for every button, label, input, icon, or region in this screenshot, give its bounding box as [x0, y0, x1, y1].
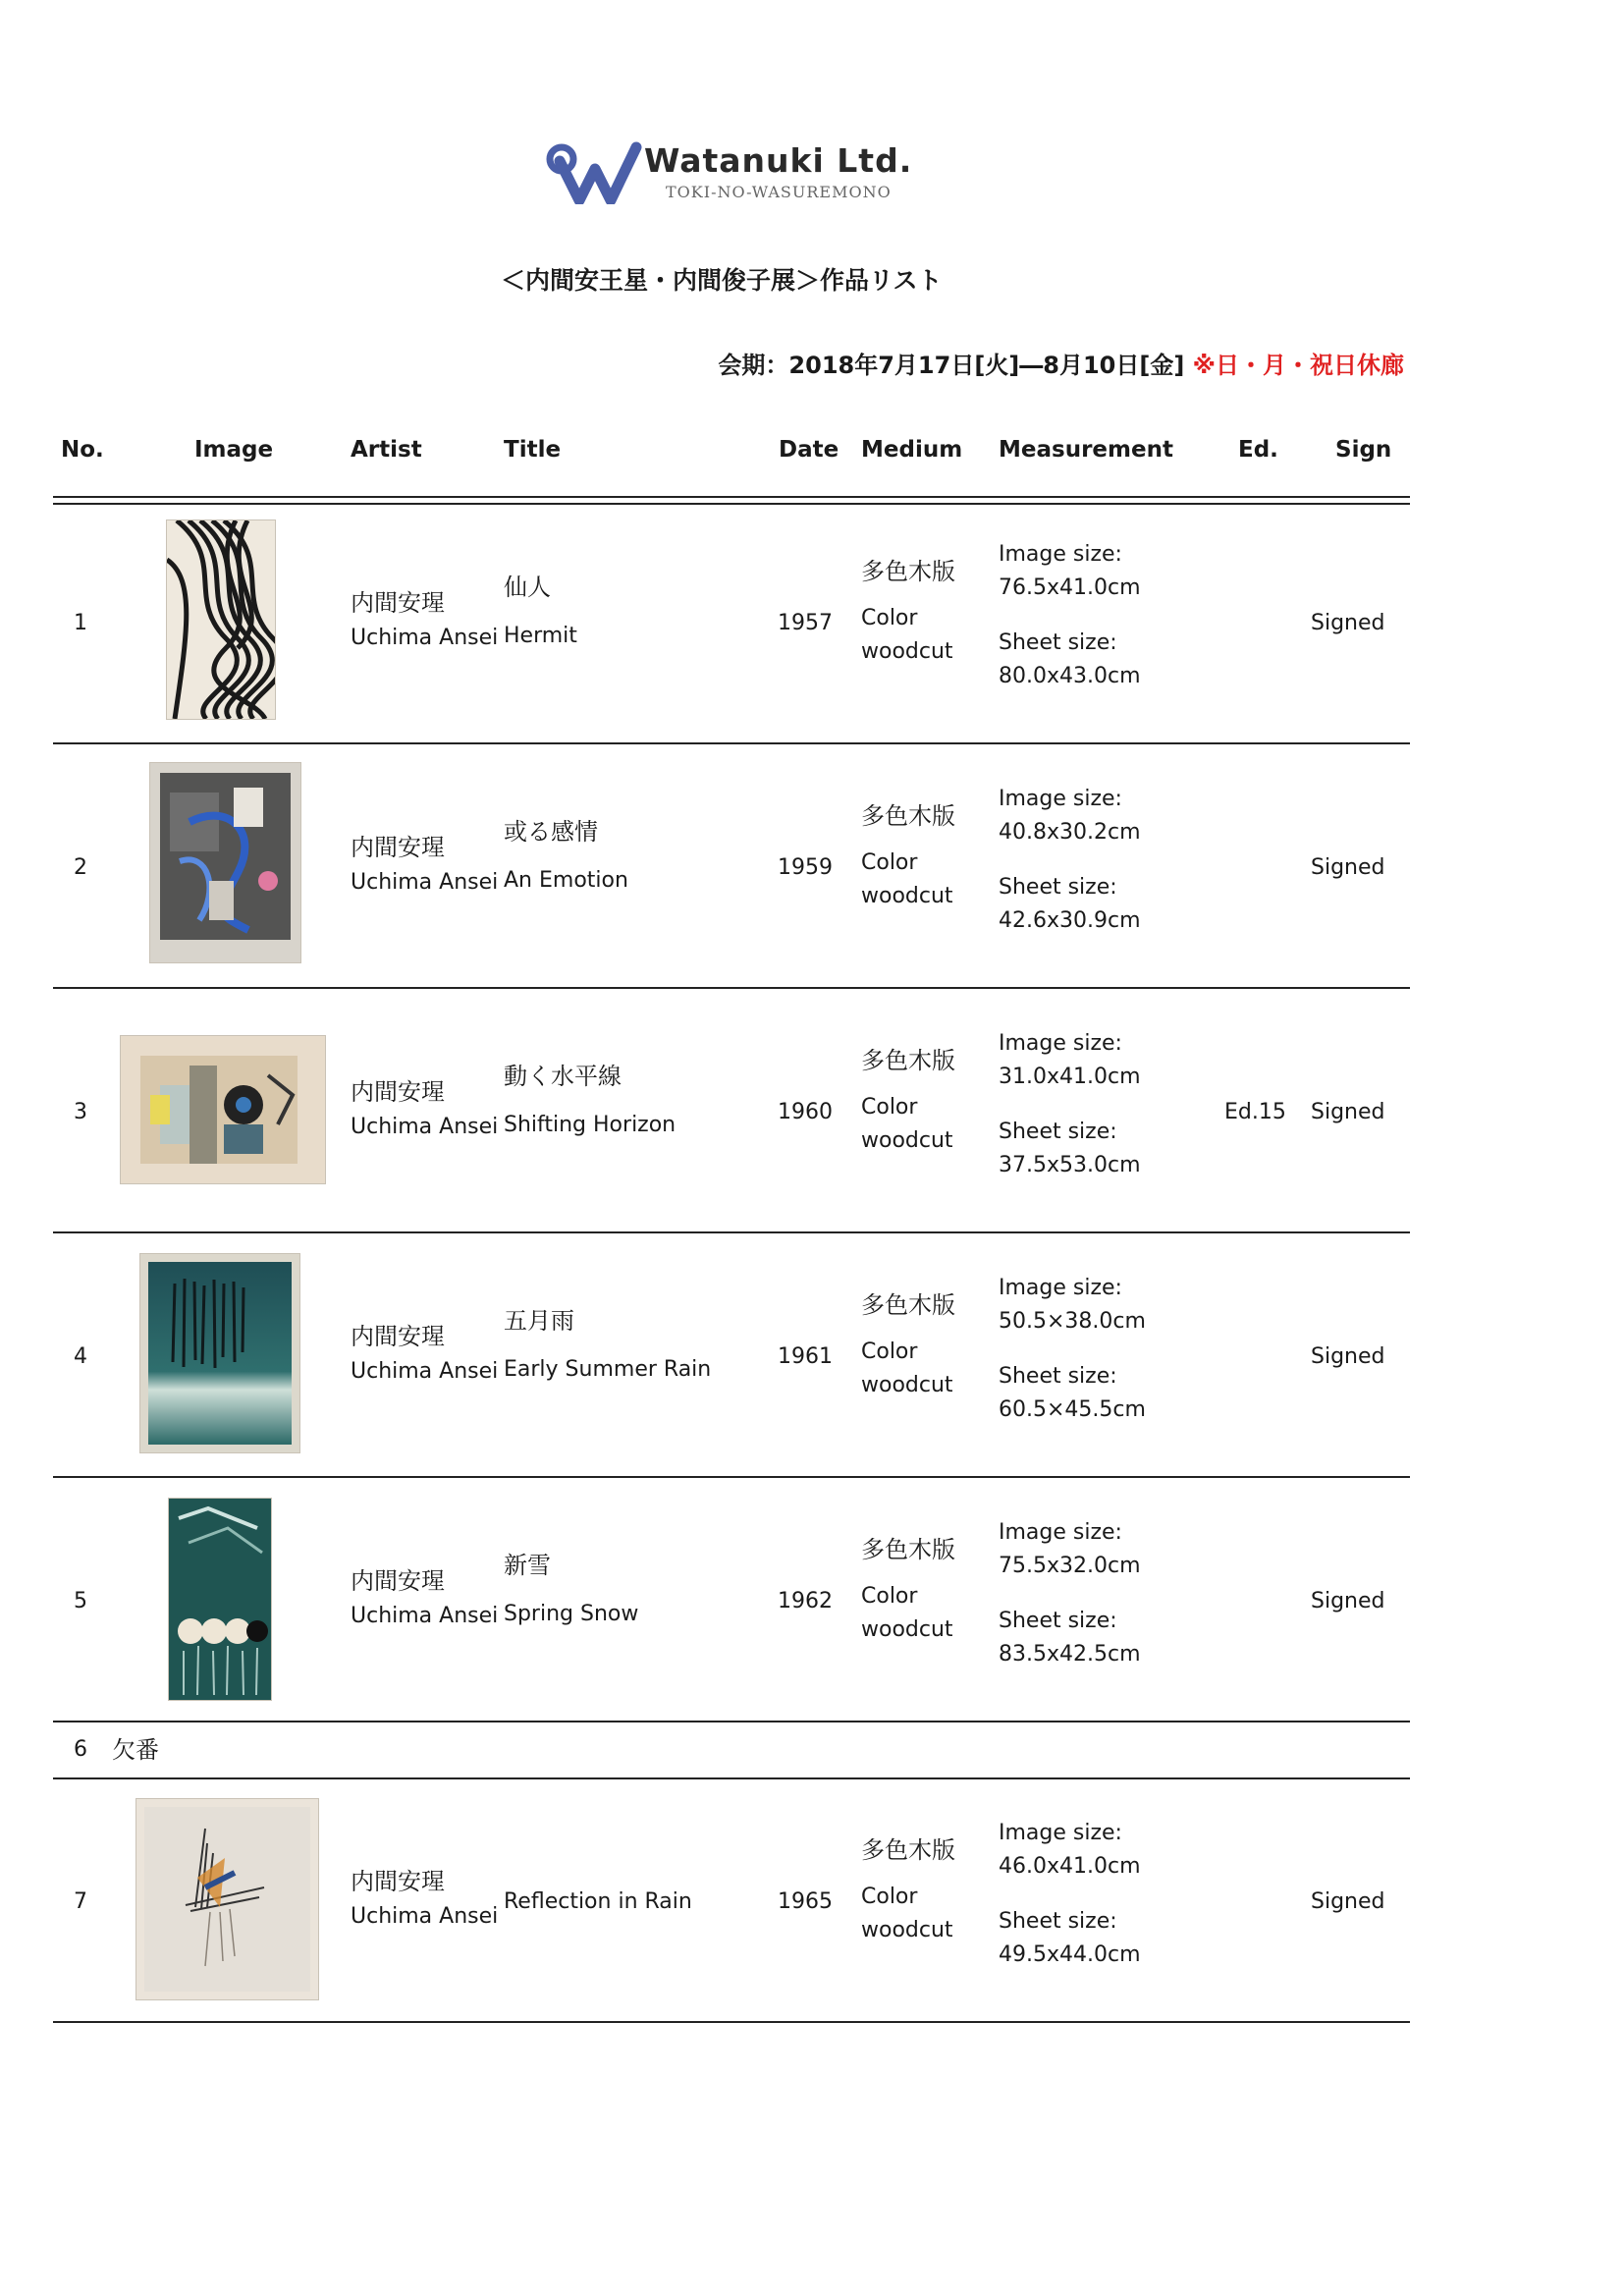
watanuki-logo-mark-icon — [546, 141, 642, 204]
title-ja: 五月雨 — [504, 1307, 574, 1335]
medium-ja: 多色木版 — [861, 1536, 955, 1563]
sheet-size-label: Sheet size: — [999, 875, 1117, 901]
medium-cell — [861, 1287, 955, 1402]
medium-en-1: Color — [861, 1339, 918, 1365]
date: 1965 — [778, 1889, 833, 1914]
measurement-cell — [999, 1817, 1141, 1972]
sheet-size: 80.0x43.0cm — [999, 664, 1141, 689]
sheet-size-label: Sheet size: — [999, 1364, 1117, 1390]
sheet-size-label: Sheet size: — [999, 1609, 1117, 1634]
artist-cell — [351, 830, 498, 900]
row-number: 4 — [74, 1344, 87, 1369]
title-en: Early Summer Rain — [504, 1357, 712, 1383]
measurement-cell — [999, 1027, 1141, 1182]
sheet-size: 42.6x30.9cm — [999, 908, 1141, 934]
artist-name-en: Uchima Ansei — [351, 1115, 499, 1140]
artist-name-ja: 内間安瑆 — [351, 1078, 445, 1106]
measurement-cell — [999, 783, 1141, 938]
header-artist: Artist — [351, 437, 422, 463]
row-divider — [53, 1476, 1410, 1478]
header-divider — [53, 496, 1410, 505]
image-size-label: Image size: — [999, 1031, 1122, 1056]
artwork-thumbnail — [136, 1799, 318, 1999]
image-size: 40.8x30.2cm — [999, 820, 1141, 846]
image-size-label: Image size: — [999, 787, 1122, 811]
image-size: 76.5x41.0cm — [999, 575, 1141, 601]
artist-name-ja: 内間安瑆 — [351, 1868, 445, 1895]
sign: Signed — [1311, 611, 1385, 635]
sign: Signed — [1311, 855, 1385, 880]
date: 1957 — [778, 611, 833, 635]
artist-name-en: Uchima Ansei — [351, 870, 499, 896]
logo-subtitle: TOKI-NO-WASUREMONO — [666, 183, 892, 201]
title-ja: 動く水平線 — [504, 1063, 622, 1090]
medium-en-1: Color — [861, 1584, 918, 1610]
row-number: 2 — [74, 855, 87, 880]
title-cell — [504, 814, 628, 898]
medium-en-2: woodcut — [861, 884, 953, 909]
medium-ja: 多色木版 — [861, 1291, 955, 1319]
image-size: 31.0x41.0cm — [999, 1065, 1141, 1090]
medium-cell — [861, 798, 955, 913]
sign: Signed — [1311, 1889, 1385, 1914]
artist-cell — [351, 585, 498, 655]
title-en: Reflection in Rain — [504, 1889, 692, 1914]
row-divider — [53, 1777, 1410, 1779]
artist-cell — [351, 1864, 498, 1934]
closed-days-note: ※日・月・祝日休廊 — [1192, 352, 1404, 379]
image-size: 50.5×38.0cm — [999, 1309, 1146, 1335]
artist-name-en: Uchima Ansei — [351, 1904, 499, 1930]
row-number: 5 — [74, 1589, 87, 1613]
sheet-size: 37.5x53.0cm — [999, 1153, 1141, 1178]
header-date: Date — [779, 437, 839, 463]
row-number: 7 — [74, 1889, 87, 1914]
row-divider — [53, 1231, 1410, 1233]
row-divider — [53, 742, 1410, 744]
artist-cell — [351, 1319, 498, 1389]
artwork-thumbnail — [167, 520, 275, 719]
date: 1961 — [778, 1344, 833, 1369]
medium-en-2: woodcut — [861, 1617, 953, 1643]
header-edition: Ed. — [1238, 437, 1278, 463]
sheet-size-label: Sheet size: — [999, 630, 1117, 656]
date: 1962 — [778, 1589, 833, 1613]
row-divider — [53, 1721, 1410, 1722]
exhibition-period — [718, 346, 1404, 380]
artist-name-ja: 内間安瑆 — [351, 1567, 445, 1595]
sheet-size-label: Sheet size: — [999, 1120, 1117, 1145]
image-size: 46.0x41.0cm — [999, 1854, 1141, 1880]
title-en: Hermit — [504, 624, 577, 649]
header-measurement: Measurement — [999, 437, 1173, 463]
artist-name-en: Uchima Ansei — [351, 1604, 499, 1629]
medium-ja: 多色木版 — [861, 558, 955, 585]
title-ja: 仙人 — [504, 574, 551, 601]
medium-cell — [861, 554, 955, 669]
image-size-label: Image size: — [999, 1276, 1122, 1300]
sheet-size-label: Sheet size: — [999, 1909, 1117, 1935]
date: 1960 — [778, 1100, 833, 1124]
artist-cell — [351, 1563, 498, 1633]
medium-en-1: Color — [861, 850, 918, 876]
artwork-thumbnail — [140, 1254, 299, 1452]
sheet-size: 83.5x42.5cm — [999, 1642, 1141, 1667]
title-cell — [504, 1059, 676, 1142]
row-divider — [53, 987, 1410, 989]
artwork-thumbnail — [169, 1499, 271, 1700]
medium-en-2: woodcut — [861, 1918, 953, 1943]
title-ja: 新雪 — [504, 1552, 551, 1579]
title-en: Shifting Horizon — [504, 1113, 677, 1138]
artist-name-en: Uchima Ansei — [351, 626, 499, 651]
header-no: No. — [61, 437, 104, 463]
sheet-size: 49.5x44.0cm — [999, 1942, 1141, 1968]
title-ja: 或る感情 — [504, 818, 598, 846]
measurement-cell — [999, 1516, 1141, 1671]
medium-ja: 多色木版 — [861, 1836, 955, 1864]
measurement-cell — [999, 538, 1141, 693]
medium-cell — [861, 1043, 955, 1158]
row-number: 1 — [74, 611, 87, 635]
image-size-label: Image size: — [999, 1821, 1122, 1845]
medium-en-1: Color — [861, 1885, 918, 1910]
company-logo — [546, 141, 929, 206]
medium-cell — [861, 1532, 955, 1647]
edition: Ed.15 — [1224, 1100, 1286, 1124]
sheet-size: 60.5×45.5cm — [999, 1397, 1146, 1423]
period-text: 会期：2018年7月17日[火]―8月10日[金] — [718, 352, 1185, 379]
measurement-cell — [999, 1272, 1146, 1427]
artwork-thumbnail — [150, 763, 300, 962]
medium-cell — [861, 1832, 955, 1947]
image-size: 75.5x32.0cm — [999, 1554, 1141, 1579]
artist-cell — [351, 1074, 498, 1144]
medium-en-2: woodcut — [861, 1128, 953, 1154]
medium-en-2: woodcut — [861, 1373, 953, 1398]
row-number: 6 — [74, 1737, 87, 1762]
row-divider — [53, 2021, 1410, 2023]
sign: Signed — [1311, 1589, 1385, 1613]
artwork-thumbnail — [121, 1036, 325, 1183]
title-cell — [504, 570, 577, 653]
title-cell — [504, 1303, 711, 1387]
medium-ja: 多色木版 — [861, 1047, 955, 1074]
header-title: Title — [504, 437, 562, 463]
medium-ja: 多色木版 — [861, 802, 955, 830]
title-en: An Emotion — [504, 868, 628, 894]
missing-number-label: 欠番 — [112, 1736, 159, 1764]
image-size-label: Image size: — [999, 1520, 1122, 1545]
artist-name-en: Uchima Ansei — [351, 1359, 499, 1385]
header-medium: Medium — [861, 437, 963, 463]
sign: Signed — [1311, 1344, 1385, 1369]
logo-name: Watanuki Ltd. — [644, 141, 913, 180]
artist-name-ja: 内間安瑆 — [351, 1323, 445, 1350]
header-sign: Sign — [1335, 437, 1392, 463]
title-cell — [504, 1548, 638, 1631]
sign: Signed — [1311, 1100, 1385, 1124]
row-number: 3 — [74, 1100, 87, 1124]
medium-en-1: Color — [861, 1095, 918, 1121]
document-title: ＜内間安王星・内間俊子展＞作品リスト — [501, 266, 943, 295]
artist-name-ja: 内間安瑆 — [351, 589, 445, 617]
header-image: Image — [194, 437, 274, 463]
date: 1959 — [778, 855, 833, 880]
medium-en-2: woodcut — [861, 639, 953, 665]
image-size-label: Image size: — [999, 542, 1122, 567]
title-en: Spring Snow — [504, 1602, 639, 1627]
medium-en-1: Color — [861, 606, 918, 631]
artist-name-ja: 内間安瑆 — [351, 834, 445, 861]
